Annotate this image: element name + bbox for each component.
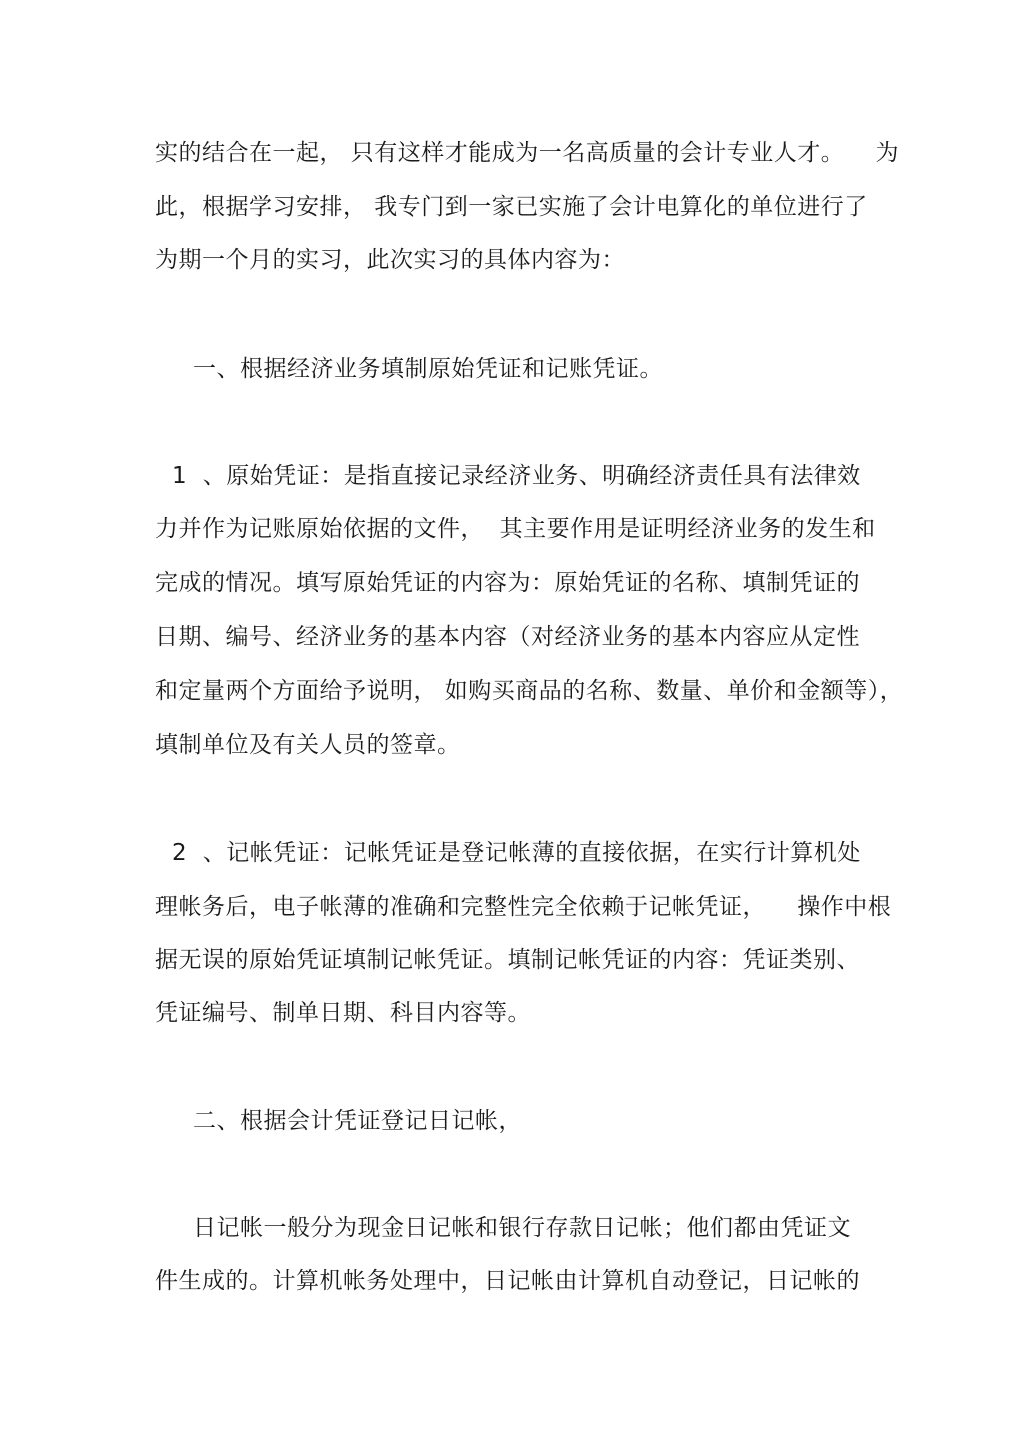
paragraph-line: 和定量两个方面给予说明， 如购买商品的名称、数量、单价和金额等）， [155,678,904,704]
paragraph-line: 日期、编号、经济业务的基本内容（对经济业务的基本内容应从定性 [155,624,860,650]
paragraph-line: 完成的情况。填写原始凭证的内容为：原始凭证的名称、填制凭证的 [155,570,860,596]
paragraph-line: 件生成的。计算机帐务处理中，日记帐由计算机自动登记，日记帐的 [155,1268,860,1294]
paragraph-line: 据无误的原始凭证填制记帐凭证。填制记帐凭证的内容：凭证类别、 [155,947,860,973]
paragraph-line: 日记帐一般分为现金日记帐和银行存款日记帐；他们都由凭证文 [193,1215,851,1241]
section-heading: 二、根据会计凭证登记日记帐， [193,1108,522,1134]
paragraph-line: 凭证编号、制单日期、科目内容等。 [155,1000,531,1026]
paragraph-line: 力并作为记账原始依据的文件， 其主要作用是证明经济业务的发生和 [155,516,876,542]
list-item-2-line: 2 、记帐凭证：记帐凭证是登记帐薄的直接依据，在实行计算机处 [172,840,861,866]
section-heading: 一、根据经济业务填制原始凭证和记账凭证。 [193,356,663,382]
paragraph-line: 此，根据学习安排， 我专门到一家已实施了会计电算化的单位进行了 [155,194,868,220]
list-item-1-line: 1 、原始凭证：是指直接记录经济业务、明确经济责任具有法律效 [172,463,861,489]
paragraph-line: 填制单位及有关人员的签章。 [155,732,461,758]
paragraph-line: 实的结合在一起， 只有这样才能成为一名高质量的会计专业人才。 为 [155,140,900,166]
paragraph-line: 为期一个月的实习，此次实习的具体内容为： [155,247,625,273]
paragraph-line: 理帐务后，电子帐薄的准确和完整性完全依赖于记帐凭证， 操作中根 [155,894,892,920]
